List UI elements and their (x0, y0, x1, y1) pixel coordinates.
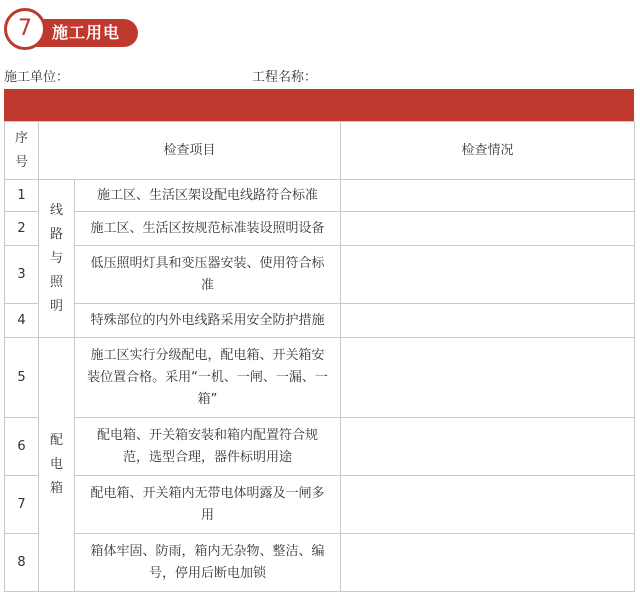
row-no: 2 (5, 212, 39, 246)
row-status (341, 534, 635, 592)
header-no (5, 122, 39, 180)
header-no-text (15, 127, 28, 175)
row-item: 特殊部位的内外电线路采用安全防护措施 (75, 304, 341, 338)
group-label-lines-lighting (39, 180, 75, 338)
header-status: 检查情况 (341, 122, 635, 180)
table-header-row (5, 122, 635, 180)
row-no: 5 (5, 338, 39, 418)
group-label-distribution-box (39, 338, 75, 592)
row-no: 6 (5, 418, 39, 476)
vertical-char: 路 (49, 226, 63, 242)
table-row (5, 418, 635, 476)
row-status (341, 180, 635, 212)
group-label-text (50, 429, 63, 501)
table-row (5, 212, 635, 246)
section-title: 施工用电 (52, 23, 121, 42)
row-item: 施工区、生活区架设配电线路符合标准 (75, 180, 341, 212)
vertical-char: 配 (49, 432, 63, 448)
row-status (341, 246, 635, 304)
vertical-char: 序 (14, 130, 28, 146)
project-name-label: 工程名称： (252, 70, 318, 85)
row-status (341, 476, 635, 534)
row-item: 箱体牢固、防雨，箱内无杂物、整洁、编号，停用后断电加锁 (75, 534, 341, 592)
table-row (5, 180, 635, 212)
row-item: 配电箱、开关箱安装和箱内配置符合规范，选型合理，器件标明用途 (75, 418, 341, 476)
section-number: 7 (4, 8, 46, 50)
header-item: 检查项目 (39, 122, 341, 180)
table-row (5, 476, 635, 534)
row-item: 低压照明灯具和变压器安装、使用符合标准 (75, 246, 341, 304)
row-status (341, 338, 635, 418)
row-no: 4 (5, 304, 39, 338)
vertical-char: 线 (49, 202, 63, 218)
row-item: 施工区实行分级配电，配电箱、开关箱安装位置合格。采用“一机、一闸、一漏、一箱” (75, 338, 341, 418)
row-no: 7 (5, 476, 39, 534)
row-no: 3 (5, 246, 39, 304)
section-badge (4, 4, 144, 54)
row-item: 配电箱、开关箱内无带电体明露及一闸多用 (75, 476, 341, 534)
row-no: 1 (5, 180, 39, 212)
group-label-text (50, 199, 63, 319)
table-row (5, 534, 635, 592)
row-status (341, 212, 635, 246)
table-row (5, 246, 635, 304)
row-status (341, 304, 635, 338)
row-item: 施工区、生活区按规范标准装设照明设备 (75, 212, 341, 246)
vertical-char: 照 (49, 274, 63, 290)
row-no: 8 (5, 534, 39, 592)
table-row (5, 304, 635, 338)
table-header-band (4, 89, 634, 121)
vertical-char: 号 (14, 154, 28, 170)
inspection-table (4, 121, 635, 592)
vertical-char: 电 (49, 456, 63, 472)
vertical-char: 明 (49, 298, 63, 314)
table-row (5, 338, 635, 418)
construction-unit-label: 施工单位： (4, 70, 70, 85)
vertical-char: 与 (49, 250, 63, 266)
vertical-char: 箱 (49, 480, 63, 496)
row-status (341, 418, 635, 476)
